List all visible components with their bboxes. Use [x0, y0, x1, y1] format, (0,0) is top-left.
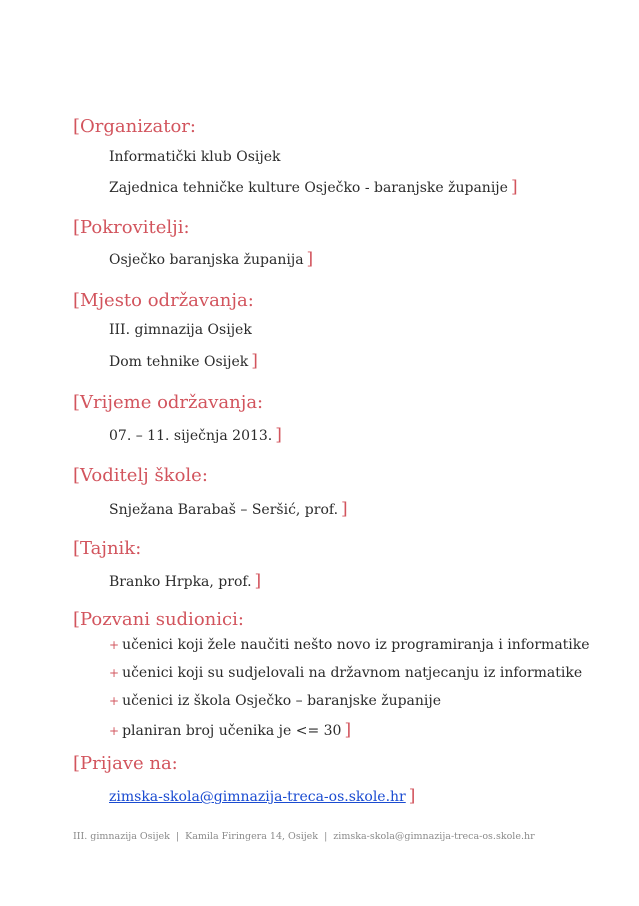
plus-bullet-icon: +	[109, 638, 120, 652]
sudionici-item-text: učenici koji su sudjelovali na državnom natjecanju iz informatike	[122, 665, 583, 681]
organizator-heading	[73, 116, 613, 138]
list-item	[109, 721, 613, 740]
mjesto-title: Mjesto održavanja:	[80, 290, 254, 311]
organizator-list	[73, 148, 613, 197]
bracket-open: [	[73, 753, 81, 774]
page-footer	[73, 831, 535, 842]
plus-bullet-icon: +	[109, 666, 120, 680]
tajnik-heading	[73, 538, 613, 560]
bracket-close: ]	[275, 425, 282, 445]
section-sudionici	[73, 609, 613, 740]
organizator-item-text: Informatički klub Osijek	[109, 149, 281, 165]
voditelj-item-text: Snježana Barabaš – Seršić, prof.	[109, 502, 339, 518]
email-link[interactable]: zimska-skola@gimnazija-treca-os.skole.hr	[109, 789, 406, 805]
list-item	[109, 664, 613, 682]
list-item	[109, 500, 613, 519]
prijave-title: Prijave na:	[80, 753, 178, 774]
sudionici-item-text: učenici iz škola Osječko – baranjske županije	[122, 693, 442, 709]
bracket-close: ]	[251, 351, 258, 371]
bracket-open: [	[73, 538, 81, 559]
section-pokrovitelji	[73, 217, 613, 269]
plus-bullet-icon: +	[109, 694, 120, 708]
list-item	[109, 636, 613, 654]
voditelj-heading	[73, 465, 613, 487]
bracket-close: ]	[510, 177, 518, 197]
tajnik-title: Tajnik:	[80, 538, 142, 559]
vrijeme-heading	[73, 392, 613, 414]
tajnik-item-text: Branko Hrpka, prof.	[109, 574, 252, 590]
list-item	[109, 426, 613, 445]
list-item	[109, 787, 613, 806]
pokrovitelji-title: Pokrovitelji:	[80, 217, 190, 238]
section-voditelj	[73, 465, 613, 519]
pokrovitelji-list	[73, 250, 613, 269]
footer-school: III. gimnazija Osijek	[73, 831, 170, 842]
mjesto-item-text: III. gimnazija Osijek	[109, 322, 252, 338]
bracket-close: ]	[254, 571, 262, 591]
list-item	[109, 321, 613, 339]
list-item	[109, 250, 613, 269]
bracket-close: ]	[344, 720, 352, 740]
list-item	[109, 178, 613, 197]
voditelj-title: Voditelj škole:	[80, 465, 208, 486]
sudionici-list	[73, 636, 613, 740]
mjesto-heading	[73, 290, 613, 312]
vrijeme-title: Vrijeme održavanja:	[80, 392, 264, 413]
bracket-open: [	[73, 116, 81, 137]
list-item	[109, 572, 613, 591]
list-item	[109, 692, 613, 710]
footer-address: Kamila Firingera 14, Osijek	[185, 831, 319, 842]
footer-separator: |	[175, 831, 180, 842]
vrijeme-item-text: 07. – 11. siječnja 2013.	[109, 428, 273, 444]
section-tajnik	[73, 538, 613, 591]
bracket-open: [	[73, 392, 81, 413]
footer-separator: |	[324, 831, 328, 842]
section-mjesto	[73, 290, 613, 371]
sudionici-item-text: učenici koji žele naučiti nešto novo iz programiranja i informatike	[122, 637, 590, 653]
list-item	[109, 148, 613, 166]
list-item	[109, 352, 613, 371]
prijave-heading	[73, 753, 613, 775]
prijave-list	[73, 787, 613, 806]
bracket-close: ]	[306, 249, 314, 269]
bracket-open: [	[73, 217, 81, 238]
sudionici-title: Pozvani sudionici:	[80, 609, 244, 630]
pokrovitelji-item-text: Osječko baranjska županija	[109, 252, 304, 268]
bracket-open: [	[73, 290, 81, 311]
pokrovitelji-heading	[73, 217, 613, 239]
bracket-close: ]	[341, 499, 348, 519]
organizator-item-text: Zajednica tehničke kulture Osječko - baranjske županije	[109, 180, 508, 196]
sudionici-item-text: planiran broj učenika je <= 30	[122, 723, 342, 739]
mjesto-list	[73, 321, 613, 371]
tajnik-list	[73, 572, 613, 591]
section-prijave	[73, 753, 613, 806]
plus-bullet-icon: +	[109, 724, 120, 738]
footer-email: zimska-skola@gimnazija-treca-os.skole.hr	[333, 831, 535, 842]
vrijeme-list	[73, 426, 613, 445]
bracket-open: [	[73, 465, 81, 486]
section-organizator	[73, 116, 613, 197]
section-vrijeme	[73, 392, 613, 445]
voditelj-list	[73, 500, 613, 519]
organizator-title: Organizator:	[80, 116, 196, 137]
sudionici-heading	[73, 609, 613, 631]
mjesto-item-text: Dom tehnike Osijek	[109, 354, 249, 370]
bracket-close: ]	[408, 786, 416, 806]
bracket-open: [	[73, 609, 81, 630]
